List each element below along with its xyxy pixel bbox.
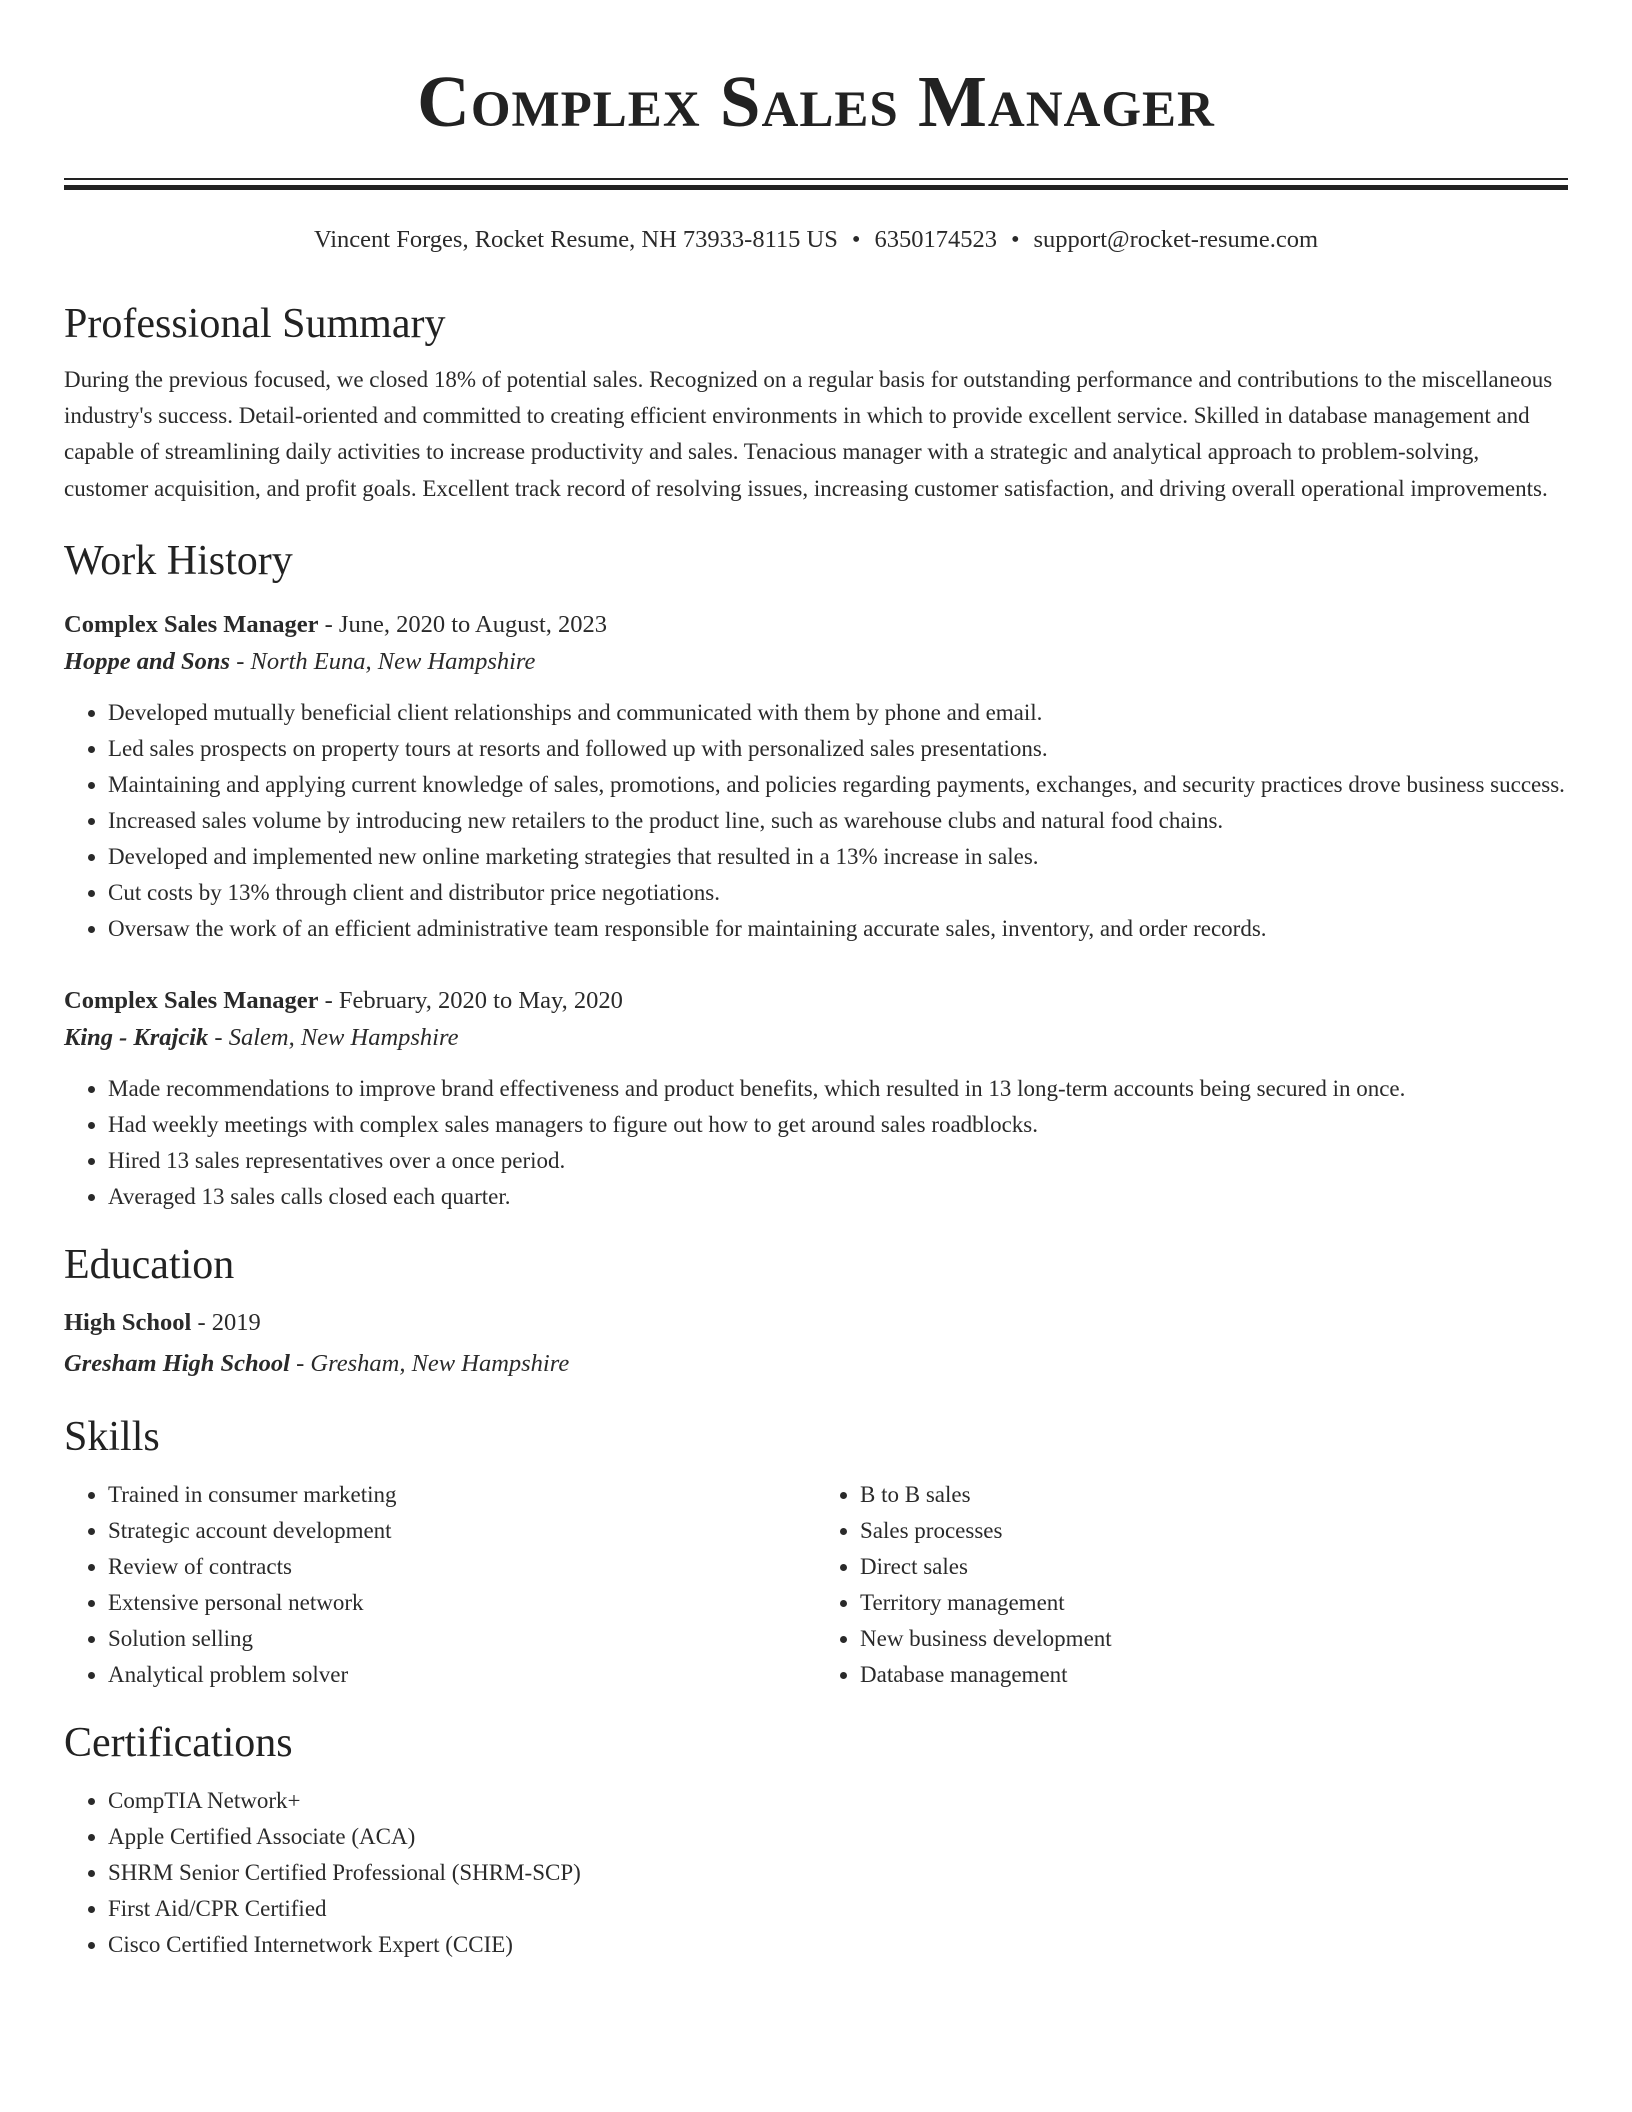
skills-list-right bbox=[816, 1477, 1568, 1693]
skill-item: • Territory management bbox=[860, 1585, 1568, 1621]
skill-item: • Solution selling bbox=[108, 1621, 816, 1657]
job-title: Complex Sales Manager bbox=[64, 986, 319, 1014]
title-divider-thick bbox=[64, 185, 1568, 190]
skill-item: • New business development bbox=[860, 1621, 1568, 1657]
skills-list-left bbox=[64, 1477, 816, 1693]
skill-item: • Strategic account development bbox=[108, 1513, 816, 1549]
job-bullet: • Developed mutually beneficial client relationships and communicated with them by phone and email. bbox=[108, 695, 1568, 731]
job-bullet: • Maintaining and applying current knowledge of sales, promotions, and policies regarding payments, exchanges, and security practices drove business success. bbox=[108, 767, 1568, 803]
company-location: - Salem, New Hampshire bbox=[208, 1023, 459, 1051]
skill-item: • Analytical problem solver bbox=[108, 1657, 816, 1693]
certification-item: • First Aid/CPR Certified bbox=[108, 1891, 1568, 1927]
job-bullet: • Developed and implemented new online marketing strategies that resulted in a 13% increase in sales. bbox=[108, 839, 1568, 875]
job-bullet: • Led sales prospects on property tours at resorts and followed up with personalized sales presentations. bbox=[108, 731, 1568, 767]
job-title: Complex Sales Manager bbox=[64, 610, 319, 638]
skill-item: • Extensive personal network bbox=[108, 1585, 816, 1621]
job-title-line bbox=[64, 983, 1568, 1019]
job-bullet: • Made recommendations to improve brand effectiveness and product benefits, which resulted in 13 long-term accounts being secured in once. bbox=[108, 1071, 1568, 1107]
job-dates: - June, 2020 to August, 2023 bbox=[318, 610, 608, 638]
skill-item: • Sales processes bbox=[860, 1513, 1568, 1549]
company-name: King - Krajcik bbox=[64, 1023, 209, 1051]
certifications-heading: Certifications bbox=[64, 1719, 293, 1766]
skill-item: • B to B sales bbox=[860, 1477, 1568, 1513]
contact-phone: 6350174523 bbox=[874, 226, 997, 253]
skills-grid bbox=[64, 1477, 1568, 1693]
company-location: - North Euna, New Hampshire bbox=[230, 647, 536, 675]
education-degree-line bbox=[64, 1305, 1568, 1341]
contact-line bbox=[64, 224, 1568, 256]
job-bullet: • Oversaw the work of an efficient administrative team responsible for maintaining accurate sales, inventory, and order records. bbox=[108, 911, 1568, 947]
skill-item: • Direct sales bbox=[860, 1549, 1568, 1585]
certification-item: • Apple Certified Associate (ACA) bbox=[108, 1819, 1568, 1855]
education-school-line bbox=[64, 1345, 1568, 1383]
certification-item: • Cisco Certified Internetwork Expert (CCIE) bbox=[108, 1927, 1568, 1963]
job-bullets bbox=[64, 1071, 1568, 1215]
contact-separator: • bbox=[851, 226, 861, 253]
company-line bbox=[64, 643, 1568, 681]
education-school: Gresham High School bbox=[64, 1349, 290, 1377]
company-line bbox=[64, 1019, 1568, 1057]
contact-separator: • bbox=[1010, 226, 1020, 253]
job-bullet: • Averaged 13 sales calls closed each quarter. bbox=[108, 1179, 1568, 1215]
certification-item: • CompTIA Network+ bbox=[108, 1783, 1568, 1819]
skill-item: • Database management bbox=[860, 1657, 1568, 1693]
job-bullet: • Hired 13 sales representatives over a once period. bbox=[108, 1143, 1568, 1179]
skills-heading: Skills bbox=[64, 1413, 160, 1460]
contact-email: support@rocket-resume.com bbox=[1033, 226, 1319, 253]
work-history-heading: Work History bbox=[64, 537, 293, 584]
title-divider-thin bbox=[64, 178, 1568, 180]
education-location: - Gresham, New Hampshire bbox=[290, 1349, 570, 1377]
job-bullets bbox=[64, 695, 1568, 947]
certification-item: • SHRM Senior Certified Professional (SHRM-SCP) bbox=[108, 1855, 1568, 1891]
resume-title: Complex Sales Manager bbox=[417, 61, 1215, 142]
job-bullet: • Had weekly meetings with complex sales managers to figure out how to get around sales roadblocks. bbox=[108, 1107, 1568, 1143]
education-degree: High School bbox=[64, 1308, 192, 1336]
company-name: Hoppe and Sons bbox=[64, 647, 231, 675]
skill-item: • Trained in consumer marketing bbox=[108, 1477, 816, 1513]
summary-heading: Professional Summary bbox=[64, 301, 446, 347]
job-entry bbox=[64, 983, 1568, 1215]
skill-item: • Review of contracts bbox=[108, 1549, 816, 1585]
job-bullet: • Increased sales volume by introducing new retailers to the product line, such as warehouse clubs and natural food chains. bbox=[108, 803, 1568, 839]
contact-address: Vincent Forges, Rocket Resume, NH 73933-8115 US bbox=[313, 226, 838, 253]
certifications-list bbox=[64, 1783, 1568, 1963]
education-heading: Education bbox=[64, 1241, 235, 1288]
job-entry bbox=[64, 607, 1568, 947]
job-dates: - February, 2020 to May, 2020 bbox=[318, 986, 623, 1014]
job-title-line bbox=[64, 607, 1568, 643]
job-bullet: • Cut costs by 13% through client and distributor price negotiations. bbox=[108, 875, 1568, 911]
summary-text: During the previous focused, we closed 18% of potential sales. Recognized on a regular basis for outstanding performance and contributions to the miscellaneous industry's success. Detail-oriented and committed to creating efficient environments in which to provide excellent service. Skilled in database management and capable of streamlining daily activities to increase productivity and sales. Tenacious manager with a strategic and analytical approach to problem-solving, customer acquisition, and profit goals. Excellent track record of resolving issues, increasing customer satisfaction, and driving overall operational improvements. bbox=[64, 367, 1553, 501]
education-year: - 2019 bbox=[191, 1308, 261, 1336]
